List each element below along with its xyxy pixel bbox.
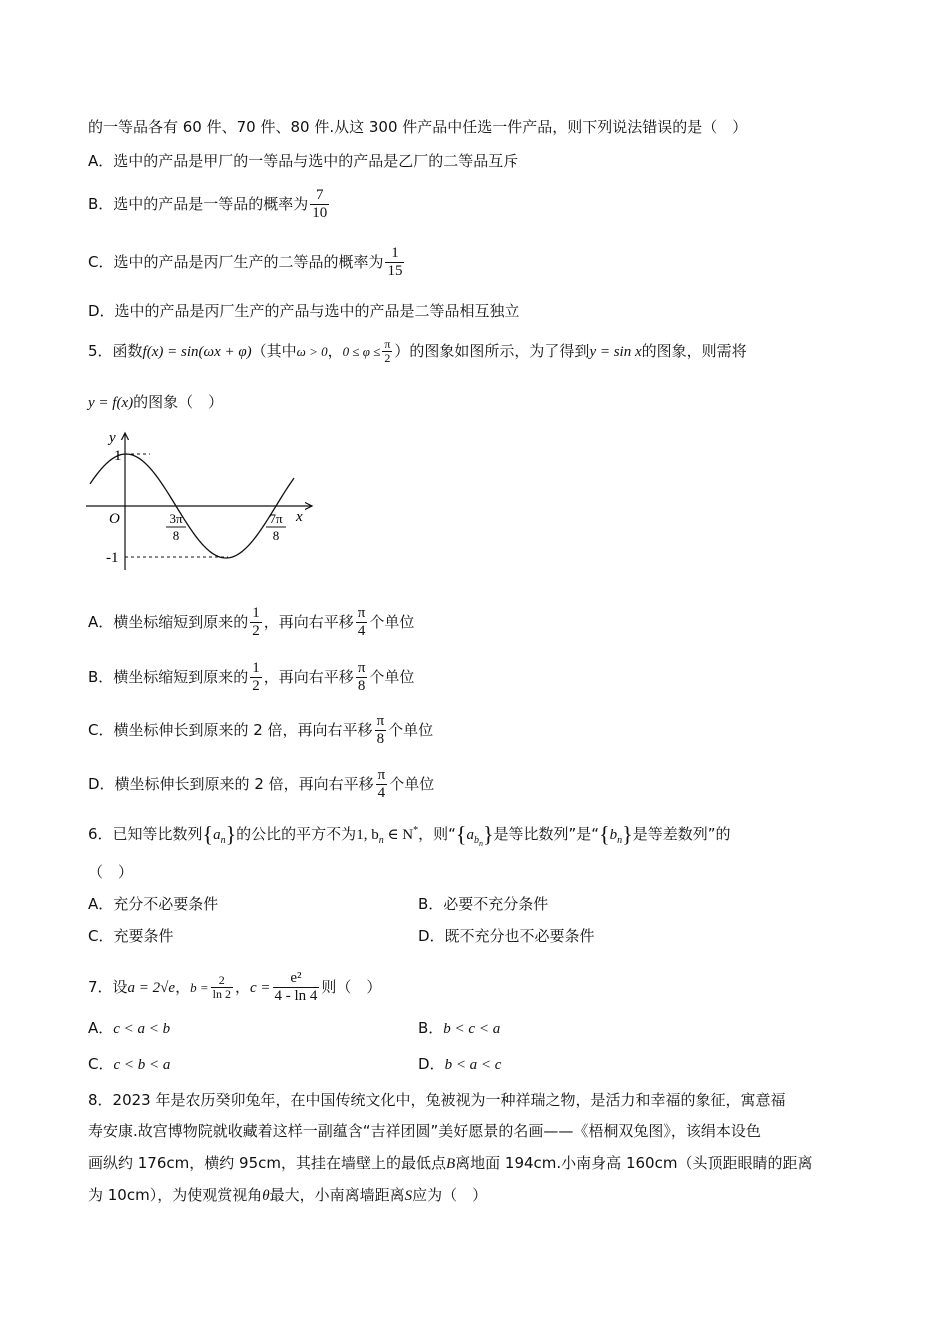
- q6-option-a[interactable]: A．充分不必要条件: [88, 895, 219, 913]
- q8-line4-mid: 最大，小南离墙距离: [269, 1186, 405, 1204]
- q5-d-post: 个单位: [389, 775, 435, 793]
- q8-point-b: B: [445, 1156, 456, 1172]
- q5-option-c[interactable]: [88, 713, 433, 748]
- q6-seq-ab: a: [466, 827, 474, 843]
- q8-line1: 8．2023 年是农历癸卯兔年，在中国传统文化中，兔被视为一种祥瑞之物，是活力和幸福的象征，寓意福: [88, 1091, 786, 1109]
- q6-brace-close-2: }: [482, 821, 494, 847]
- q5-a-shift: $\frac{\pi}{4}$: [357, 605, 366, 639]
- q7-c-label: C．: [88, 1055, 114, 1073]
- q4-stem: 的一等品各有 60 件、70 件、80 件.从这 300 件产品中任选一件产品，则下列说法错误的是（ ）: [88, 118, 748, 136]
- q4-option-c-fraction: $\frac{1}{15}$: [387, 245, 403, 279]
- q6-seq-a: a: [213, 827, 221, 843]
- q5-cond-phi: 0 ≤ φ ≤: [342, 344, 381, 359]
- q6-stem: [88, 821, 730, 854]
- q6-brace-open-3: {: [599, 821, 610, 847]
- q7-label: 7．设: [88, 978, 128, 996]
- q7-option-a[interactable]: [88, 1018, 170, 1039]
- q6-option-b[interactable]: B．必要不充分条件: [418, 895, 549, 913]
- q5-c-pre: C．横坐标伸长到原来的 2 倍，再向右平移: [88, 721, 373, 739]
- q8-line3-post: 离地面 194cm.小南身高 160cm（头顶距眼睛的距离: [455, 1154, 813, 1172]
- q8-s: S: [404, 1188, 413, 1204]
- q5-sine-graph: [82, 425, 322, 575]
- q5-b-shift: $\frac{\pi}{8}$: [357, 660, 366, 694]
- q6-option-c[interactable]: C．充要条件: [88, 927, 174, 945]
- q6-paren: （ ）: [88, 863, 134, 881]
- q7-b-lhs: b =: [190, 980, 209, 995]
- q5-label: 5．函数: [88, 342, 143, 360]
- origin-label: O: [109, 511, 120, 527]
- q6-seq-ab-subsub: n: [478, 839, 483, 848]
- q6-cond-sup: *: [413, 825, 419, 836]
- q5-d-shift: $\frac{\pi}{4}$: [377, 767, 386, 801]
- y-tick-1: 1: [114, 448, 122, 464]
- q6-cond-sub: n: [378, 835, 384, 846]
- q5-line2-tail: 的图象（ ）: [133, 393, 224, 411]
- q5-cond-omega: ω > 0: [296, 344, 328, 359]
- q6-mid: 的公比的平方不为: [236, 825, 357, 843]
- q7-a-def: a = 2√e: [127, 980, 176, 996]
- q8-line4-post: 应为（ ）: [412, 1186, 488, 1204]
- q5-b-pre: B．横坐标缩短到原来的: [88, 668, 249, 686]
- q4-option-a[interactable]: A．选中的产品是甲厂的一等品与选中的产品是乙厂的二等品互斥: [88, 152, 519, 170]
- q6-is-arith: 是等差数列”的: [632, 825, 731, 843]
- q5-option-d[interactable]: [88, 767, 434, 802]
- q7-b-label: B．: [418, 1019, 444, 1037]
- y-tick-neg1: -1: [106, 550, 119, 566]
- q4-option-c-text: C．选中的产品是丙厂生产的二等品的概率为: [88, 253, 384, 271]
- q7-sep1: ，: [175, 978, 191, 996]
- q5-cond-sep: ，: [327, 342, 343, 360]
- q6-seq-a-sub: n: [220, 835, 226, 846]
- q5-cond-fraction: $\frac{\pi}{2}$: [384, 337, 391, 365]
- q5-a-post: 个单位: [369, 613, 415, 631]
- q7-a-expr: c < a < b: [113, 1021, 171, 1037]
- q6-seq-b: b: [609, 827, 618, 843]
- q7-sep2: ，: [234, 978, 250, 996]
- q7-b-expr: b < c < a: [443, 1021, 501, 1037]
- q5-d-pre: D．横坐标伸长到原来的 2 倍，再向右平移: [88, 775, 374, 793]
- q7-option-b[interactable]: [418, 1018, 500, 1039]
- q4-option-d[interactable]: D．选中的产品是丙厂生产的产品与选中的产品是二等品相互独立: [88, 302, 520, 320]
- q5-cond-open: （其中: [251, 342, 297, 360]
- q8-line3-pre: 画纵约 176cm，横约 95cm，其挂在墙壁上的最低点: [88, 1154, 446, 1172]
- q6-brace-open-2: {: [455, 821, 467, 847]
- q8-line2: 寿安康.故宫博物院就收藏着这样一副蕴含“吉祥团圆”美好愿景的名画——《梧桐双兔图》，该绢本设色: [88, 1122, 761, 1140]
- q5-line2-function: y = f(x): [88, 395, 134, 411]
- q7-stem: [88, 970, 381, 1005]
- q5-mid-text: ）的图象如图所示，为了得到: [394, 342, 590, 360]
- q4-option-b[interactable]: [88, 187, 331, 222]
- q7-b-fraction: $\frac{2}{\ln 2}$: [212, 973, 231, 1001]
- q5-a-scale: $\frac{1}{2}$: [252, 605, 260, 639]
- q7-tail: 则（ ）: [321, 978, 382, 996]
- q5-c-shift: $\frac{\pi}{8}$: [376, 713, 385, 747]
- x-tick-7pi8-num: 7π: [269, 511, 283, 526]
- q5-option-b[interactable]: [88, 660, 414, 695]
- q6-seq-ab-sub: b: [473, 835, 479, 846]
- q7-option-c[interactable]: [88, 1054, 170, 1075]
- q6-brace-close: }: [225, 821, 237, 847]
- x-tick-3pi8-den: 8: [172, 528, 180, 543]
- q5-a-mid: ，再向右平移: [263, 613, 354, 631]
- q5-option-a[interactable]: [88, 605, 414, 640]
- q5-stem-line2: [88, 392, 223, 413]
- q5-tail-text: 的图象，则需将: [641, 342, 747, 360]
- q6-then: ，则“: [418, 825, 456, 843]
- q7-a-label: A．: [88, 1019, 114, 1037]
- y-axis-label: y: [109, 430, 116, 446]
- q8-theta: θ: [262, 1188, 270, 1204]
- q8-line4: [88, 1185, 487, 1206]
- q6-cond-tail: ∈ N: [383, 827, 414, 843]
- q6-label: 6．已知等比数列: [88, 825, 203, 843]
- q8-line3: [88, 1153, 812, 1174]
- x-axis-label: x: [296, 509, 303, 525]
- x-tick-7pi8-den: 8: [272, 528, 280, 543]
- q5-b-scale: $\frac{1}{2}$: [252, 660, 260, 694]
- q7-c-lhs: c =: [249, 980, 271, 996]
- q5-a-pre: A．横坐标缩短到原来的: [88, 613, 249, 631]
- q7-c-fraction: $\frac{\text{e²}}{4 - \ln 4}$: [274, 970, 318, 1004]
- q5-b-post: 个单位: [369, 668, 415, 686]
- q7-c-expr: c < b < a: [113, 1057, 171, 1073]
- q6-cond: 1, b: [356, 827, 379, 843]
- q8-line4-pre: 为 10cm），为使观赏视角: [88, 1186, 263, 1204]
- q6-brace-close-3: }: [622, 821, 633, 847]
- q6-is-geo: 是等比数列”是“: [493, 825, 600, 843]
- q7-d-expr: b < a < c: [444, 1057, 502, 1073]
- q5-target-function: y = sin x: [589, 344, 642, 360]
- q4-option-b-fraction: $\frac{7}{10}$: [312, 187, 328, 221]
- q6-brace-open: {: [202, 821, 214, 847]
- q5-b-mid: ，再向右平移: [263, 668, 354, 686]
- q5-c-post: 个单位: [388, 721, 434, 739]
- x-tick-3pi8-num: 3π: [169, 511, 183, 526]
- q6-seq-b-sub: n: [617, 835, 623, 846]
- q5-function: f(x) = sin(ωx + φ): [142, 344, 252, 360]
- q7-option-d[interactable]: [418, 1054, 501, 1075]
- q6-option-d[interactable]: D．既不充分也不必要条件: [418, 927, 595, 945]
- q7-d-label: D．: [418, 1055, 445, 1073]
- q4-option-c[interactable]: [88, 245, 406, 280]
- q5-stem: [88, 338, 747, 365]
- q4-option-b-text: B．选中的产品是一等品的概率为: [88, 195, 309, 213]
